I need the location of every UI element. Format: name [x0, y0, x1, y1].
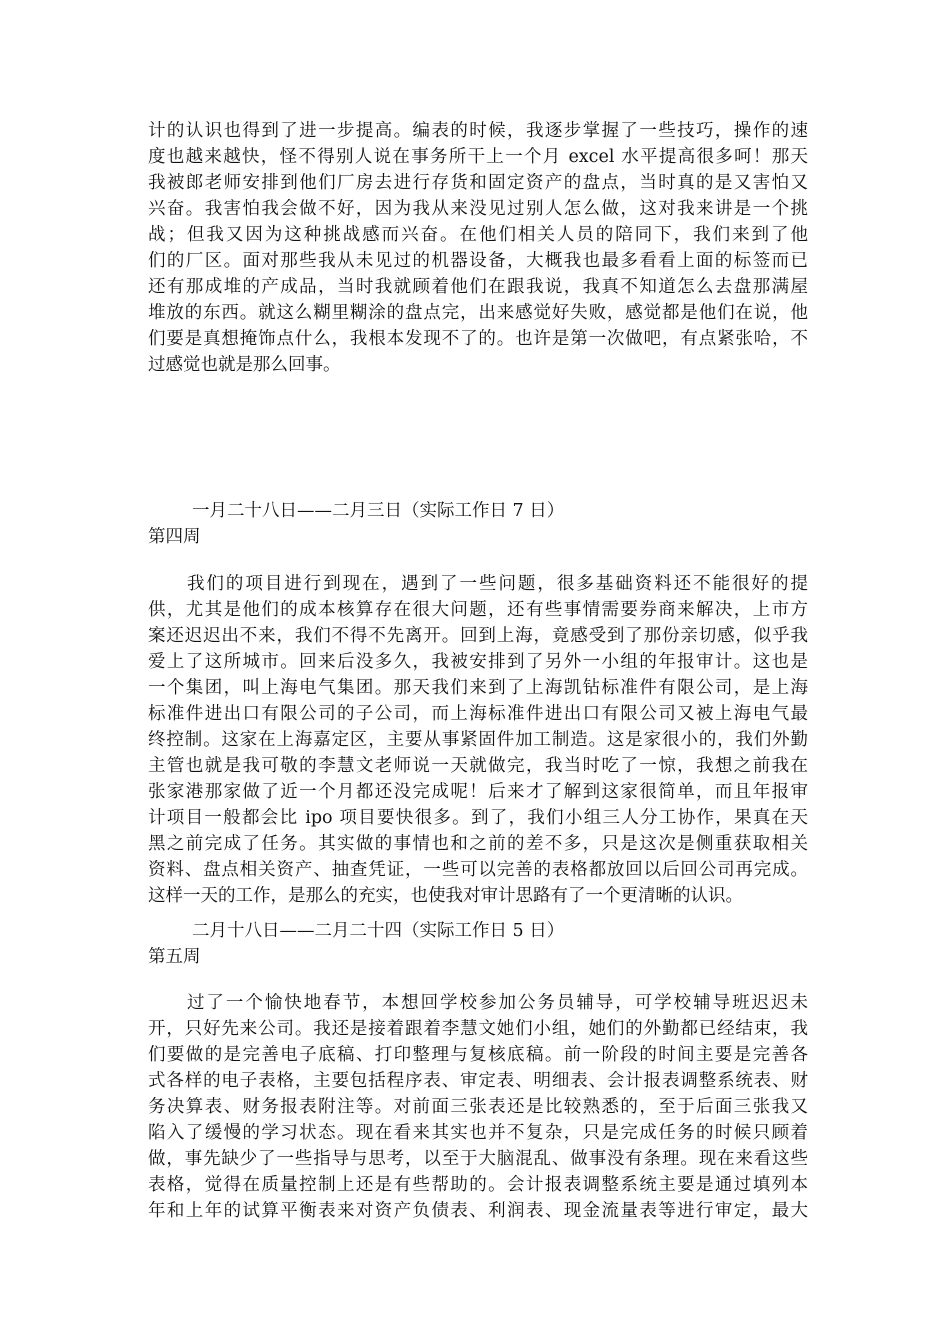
text-line: 式各样的电子表格，主要包括程序表、审定表、明细表、会计报表调整系统表、财: [148, 1071, 808, 1091]
week-4-title: 第四周: [148, 527, 201, 547]
week-4-heading: [148, 498, 564, 550]
week-4-paragraph: [148, 571, 808, 909]
text-line: 我被郎老师安排到他们厂房去进行存货和固定资产的盘点，当时真的是又害怕又: [148, 173, 808, 193]
text-line: 兴奋。我害怕我会做不好，因为我从来没见过别人怎么做，这对我来讲是一个挑: [148, 199, 808, 219]
text-line: 资料、盘点相关资产、抽查凭证，一些可以完善的表格都放回以后回公司再完成。: [148, 860, 808, 880]
text-line: 主管也就是我可敬的李慧文老师说一天就做完，我当时吃了一惊，我想之前我在: [148, 756, 808, 776]
paragraph-1: [148, 118, 808, 378]
text-line: 计项目一般都会比 ipo 项目要快很多。到了，我们小组三人分工协作，果真在天: [148, 808, 808, 828]
week-5-heading: [148, 918, 564, 970]
text-line: 黑之前完成了任务。其实做的事情也和之前的差不多，只是这次是侧重获取相关: [148, 834, 808, 854]
text-line: 案还迟迟出不来，我们不得不先离开。回到上海，竟感受到了那份亲切感，似乎我: [148, 626, 808, 646]
text-line: 战；但我又因为这种挑战感而兴奋。在他们相关人员的陪同下，我们来到了他: [148, 225, 808, 245]
text-line: 陷入了缓慢的学习状态。现在看来其实也并不复杂，只是完成任务的时候只顾着: [148, 1123, 808, 1143]
text-line: 这样一天的工作，是那么的充实，也使我对审计思路有了一个更清晰的认识。: [148, 886, 743, 906]
week-4-dates: 一月二十八日——二月三日（实际工作日 7 日）: [192, 501, 565, 521]
text-line: 计的认识也得到了进一步提高。编表的时候，我逐步掌握了一些技巧，操作的速: [148, 121, 808, 141]
text-line: 爱上了这所城市。回来后没多久，我被安排到了另外一小组的年报审计。这也是: [148, 652, 808, 672]
text-line: 还有那成堆的产成品，当时我就顾着他们在跟我说，我真不知道怎么去盘那满屋: [148, 277, 808, 297]
week-5-title: 第五周: [148, 947, 201, 967]
text-line: 过了一个愉快地春节，本想回学校参加公务员辅导，可学校辅导班迟迟未: [148, 993, 808, 1013]
week-5-paragraph: [148, 990, 808, 1224]
text-line: 供，尤其是他们的成本核算存在很大问题，还有些事情需要券商来解决，上市方: [148, 600, 808, 620]
text-line: 张家港那家做了近一个月都还没完成呢！后来才了解到这家很简单，而且年报审: [148, 782, 808, 802]
text-line: 堆放的东西。就这么糊里糊涂的盘点完，出来感觉好失败，感觉都是他们在说，他: [148, 303, 808, 323]
week-5-dates: 二月十八日——二月二十四（实际工作日 5 日）: [192, 921, 565, 941]
text-line: 度也越来越快，怪不得别人说在事务所干上一个月 excel 水平提高很多呵！那天: [148, 147, 808, 167]
text-line: 做，事先缺少了一些指导与思考，以至于大脑混乱、做事没有条理。现在来看这些: [148, 1149, 808, 1169]
text-line: 一个集团，叫上海电气集团。那天我们来到了上海凯钻标准件有限公司，是上海: [148, 678, 808, 698]
text-line: 们要做的是完善电子底稿、打印整理与复核底稿。前一阶段的时间主要是完善各: [148, 1045, 808, 1065]
text-line: 过感觉也就是那么回事。: [148, 355, 341, 375]
text-line: 标准件进出口有限公司的子公司，而上海标准件进出口有限公司又被上海电气最: [148, 704, 808, 724]
text-line: 务决算表、财务报表附注等。对前面三张表还是比较熟悉的，至于后面三张我又: [148, 1097, 808, 1117]
text-line: 我们的项目进行到现在，遇到了一些问题，很多基础资料还不能很好的提: [148, 574, 808, 594]
text-line: 们要是真想掩饰点什么，我根本发现不了的。也许是第一次做吧，有点紧张哈，不: [148, 329, 808, 349]
text-line: 终控制。这家在上海嘉定区，主要从事紧固件加工制造。这是家很小的，我们外勤: [148, 730, 808, 750]
text-line: 年和上年的试算平衡表来对资产负债表、利润表、现金流量表等进行审定，最大: [148, 1201, 808, 1221]
text-line: 们的厂区。面对那些我从未见过的机器设备，大概我也最多看看上面的标签而已: [148, 251, 808, 271]
text-line: 表格，觉得在质量控制上还是有些帮助的。会计报表调整系统主要是通过填列本: [148, 1175, 808, 1195]
text-line: 开，只好先来公司。我还是接着跟着李慧文她们小组，她们的外勤都已经结束，我: [148, 1019, 808, 1039]
